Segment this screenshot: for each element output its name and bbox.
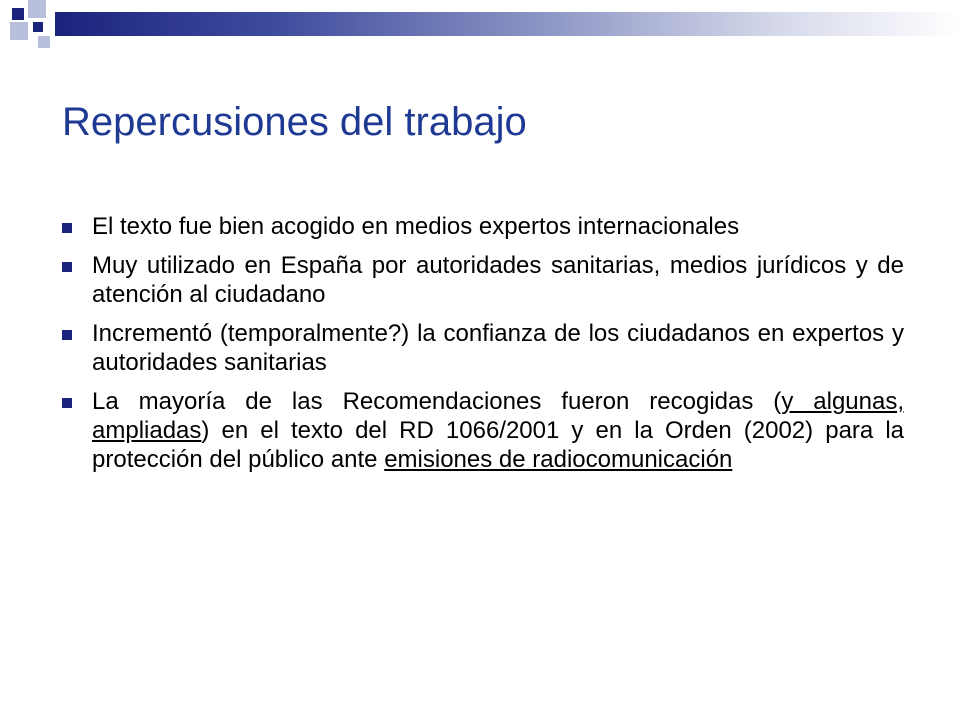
square-bullet-icon <box>62 262 72 272</box>
bullet-text <box>92 387 904 474</box>
slide-title: Repercusiones del trabajo <box>62 100 527 144</box>
square-bullet-icon <box>62 330 72 340</box>
underlined-text: emisiones de radiocomunicación <box>384 446 733 473</box>
decor-square-light <box>28 0 46 18</box>
bullet-text: Muy utilizado en España por autoridades sanitarias, medios jurídicos y de atención al ciudadano <box>92 252 904 308</box>
underlined-text: y algunas, ampliadas <box>92 388 904 444</box>
header-decoration <box>0 0 960 60</box>
bullet-text-segment: La mayoría de las Recomendaciones fueron recogidas ( <box>92 388 782 415</box>
list-item <box>62 387 904 474</box>
header-gradient-band <box>55 12 960 36</box>
square-bullet-icon <box>62 223 72 233</box>
decor-square-light <box>10 22 28 40</box>
decor-square-dark <box>33 22 43 32</box>
list-item <box>62 319 904 377</box>
decor-square-light <box>38 36 50 48</box>
bullet-text: Incrementó (temporalmente?) la confianza de los ciudadanos en expertos y autoridades sanitarias <box>92 320 904 376</box>
bullet-text-segment: ) en el texto del RD 1066/2001 y en la Orden (2002) para la protección del público ante <box>92 417 904 473</box>
bullet-text: El texto fue bien acogido en medios expertos internacionales <box>92 213 740 240</box>
bullet-list <box>62 212 904 484</box>
list-item <box>62 212 904 241</box>
decor-square-dark <box>12 8 24 20</box>
list-item <box>62 251 904 309</box>
square-bullet-icon <box>62 398 72 408</box>
